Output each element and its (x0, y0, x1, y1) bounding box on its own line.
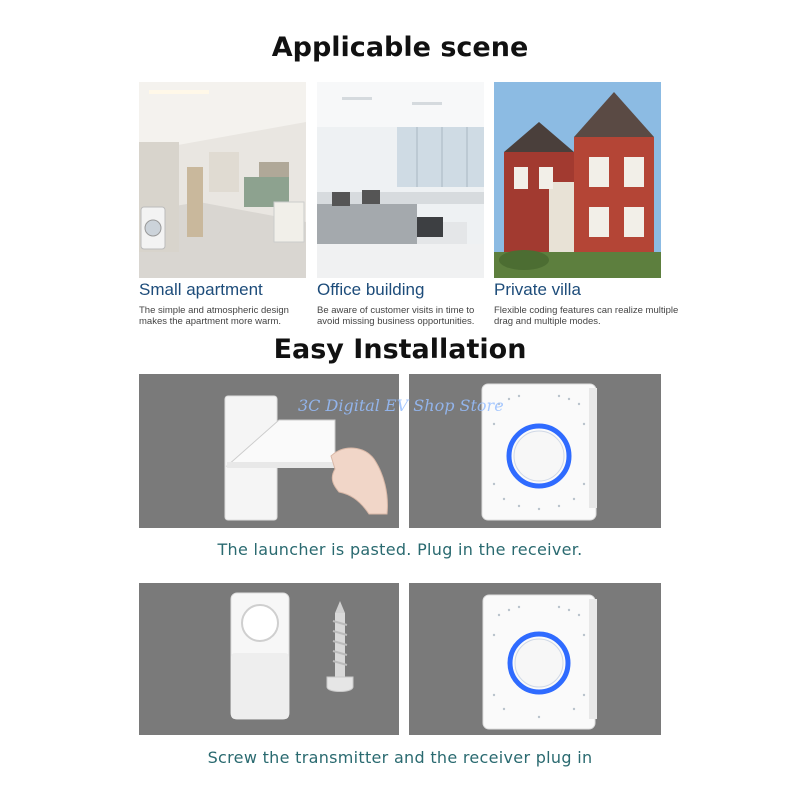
scene-desc-line: drag and multiple modes. (494, 316, 601, 327)
caption-row1: The launcher is pasted. Plug in the receiver. (217, 540, 583, 559)
scene-desc-office (317, 305, 474, 327)
panel-transmitter-screw (139, 583, 399, 735)
scene-image-apartment (139, 82, 306, 278)
panel-receiver-plug-2 (409, 583, 661, 735)
caption-row2: Screw the transmitter and the receiver plug in (207, 748, 593, 767)
heading-easy-installation: Easy Installation (273, 334, 527, 365)
scene-desc-villa (494, 305, 678, 327)
heading-applicable-scene: Applicable scene (271, 32, 529, 63)
scene-desc-line: makes the apartment more warm. (139, 316, 282, 327)
scene-title-villa: Private villa (494, 280, 581, 299)
scene-desc-line: Be aware of customer visits in time to (317, 305, 475, 316)
scene-image-office (317, 82, 484, 278)
watermark-text: 3C Digital EV Shop Store (298, 396, 504, 415)
scene-title-apartment: Small apartment (139, 280, 263, 299)
scene-desc-line: Flexible coding features can realize multiple (494, 305, 679, 316)
scene-desc-line: avoid missing business opportunities. (317, 316, 475, 327)
scene-desc-line: The simple and atmospheric design (139, 305, 289, 316)
scene-desc-apartment (139, 305, 289, 327)
scene-image-villa (494, 82, 661, 278)
scene-title-office: Office building (317, 280, 425, 299)
